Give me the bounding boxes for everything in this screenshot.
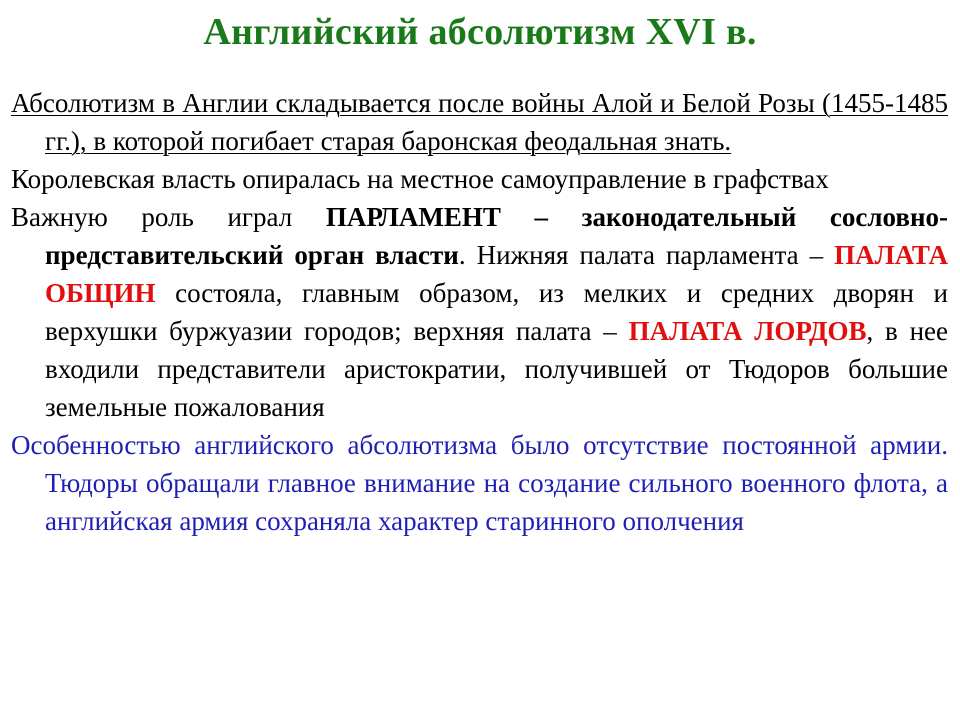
house-of-lords-label: ПАЛАТА ЛОРДОВ xyxy=(628,316,867,346)
parliament-text-2: . Нижняя палата парламента – xyxy=(458,240,835,270)
slide-title: Английский абсолютизм XVI в. xyxy=(203,11,757,53)
parliament-text-4: , в нее входили представители аристократии, получившей от Тюдоров большие земельные пожалования xyxy=(45,316,948,422)
paragraph-royal-power: Королевская власть опиралась на местное самоуправление в графствах xyxy=(11,164,829,194)
paragraph-army: Особенностью английского абсолютизма было отсутствие постоянной армии. Тюдоры обращали главное внимание на создание сильного военного флота, а английская армия сохраняла характер старинного ополчения xyxy=(11,430,948,536)
paragraph-war-of-roses: Абсолютизм в Англии складывается после войны Алой и Белой Розы (1455-1485 гг.), в которой погибает старая баронская феодальная знать. xyxy=(11,88,948,156)
paragraph-parliament xyxy=(11,198,948,426)
parliament-text-3: состояла, главным образом, из мелких и средних дворян и верхушки буржуазии городов; верхняя палата – xyxy=(45,278,948,346)
house-of-commons-label: ПАЛАТА ОБЩИН xyxy=(45,240,948,308)
slide-body xyxy=(11,84,948,540)
parliament-definition: ПАРЛАМЕНТ – законодательный сословно-представительский орган власти xyxy=(45,202,948,270)
parliament-text-1: Важную роль играл xyxy=(11,202,326,232)
